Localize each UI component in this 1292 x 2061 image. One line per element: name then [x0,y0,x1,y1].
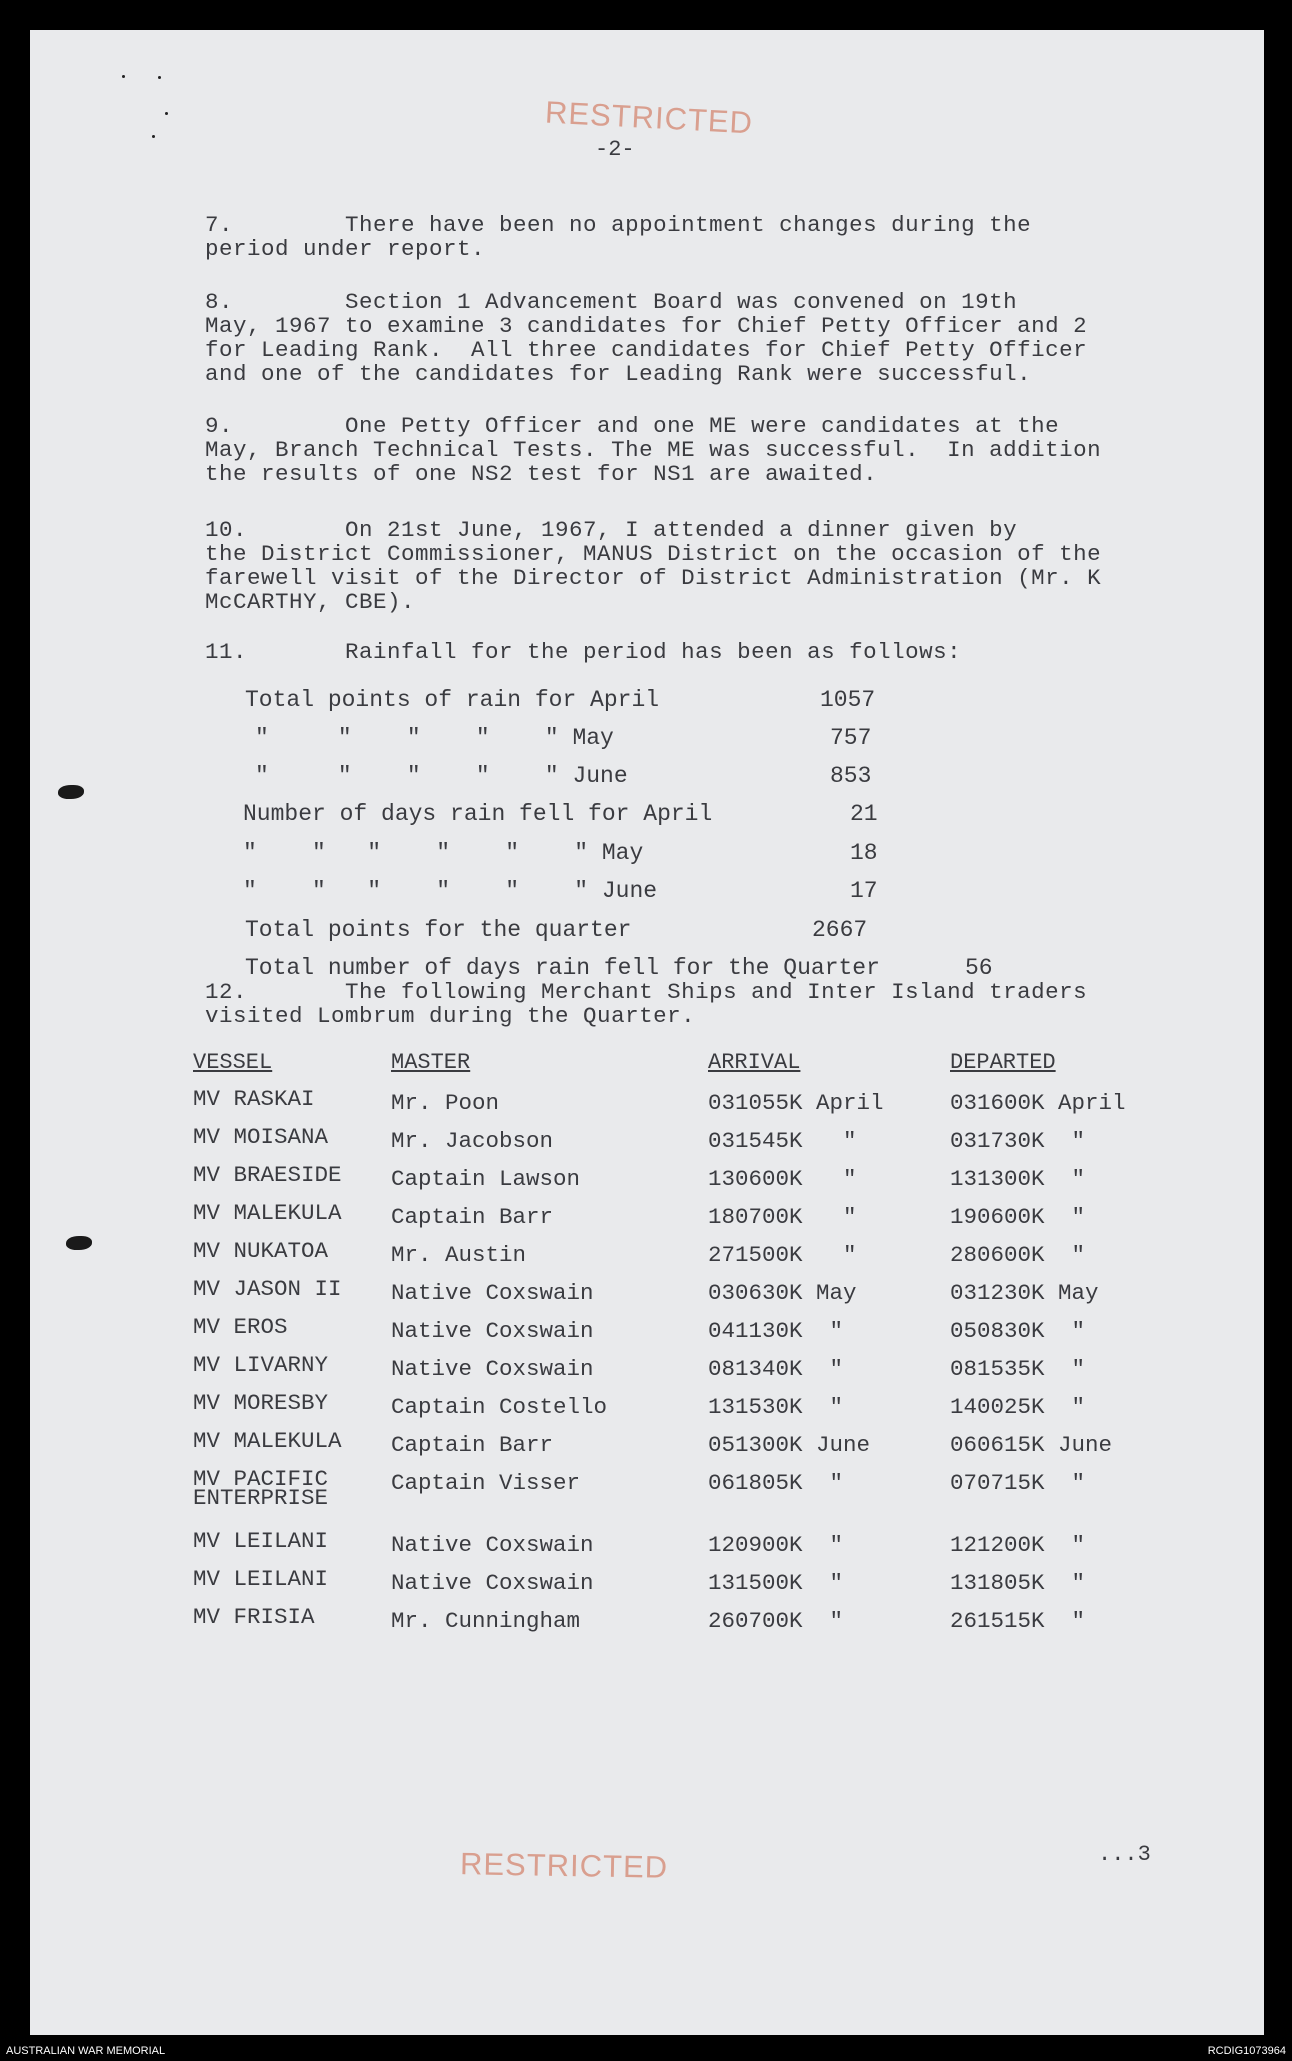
paragraph-7: 7. There have been no appointment changes during the period under report. [205,212,1032,262]
table-row [193,1352,1193,1394]
punch-hole-bottom [66,1236,92,1250]
cell-departed: 031730K " [950,1128,1086,1154]
rainfall-label: Total points of rain for April [245,687,660,713]
cell-vessel: MV JASON II [193,1276,342,1302]
cell-vessel: MV MOISANA [193,1124,329,1150]
header-vessel: VESSEL [193,1050,273,1075]
cell-master: Native Coxswain [391,1280,594,1306]
header-master: MASTER [391,1050,471,1075]
rainfall-value: 2667 [812,917,868,943]
cell-vessel: MV LEILANI [193,1528,329,1554]
header-arrival: ARRIVAL [708,1050,801,1075]
cell-master: Native Coxswain [391,1318,594,1344]
table-row [193,1604,1193,1646]
cell-master: Mr. Poon [391,1090,500,1116]
paragraph-10: 10. On 21st June, 1967, I attended a dinner given by the District Commissioner, MANUS District on the occasion of the farewell visit of the Director of District Administration (Mr. K McCARTHY, CBE). [205,517,1102,615]
rainfall-label: Total points for the quarter [245,917,632,943]
cell-departed: 140025K " [950,1394,1086,1420]
table-row [193,1086,1193,1128]
rainfall-value: 18 [850,840,878,866]
cell-departed: 190600K " [950,1204,1086,1230]
table-row [193,1200,1193,1242]
cell-vessel: MV BRAESIDE [193,1162,342,1188]
cell-vessel: MV LEILANI [193,1566,329,1592]
cell-arrival: 130600K " [708,1166,857,1192]
paper-speck [152,135,155,138]
rainfall-value: 853 [830,763,872,789]
cell-arrival: 031545K " [708,1128,857,1154]
cell-vessel: MV EROS [193,1314,288,1340]
cell-master: Native Coxswain [391,1356,594,1382]
footer-source: AUSTRALIAN WAR MEMORIAL [6,2045,166,2057]
document-page [30,30,1264,2035]
cell-master: Captain Costello [391,1394,608,1420]
table-row [193,1124,1193,1166]
cell-arrival: 131530K " [708,1394,844,1420]
cell-arrival: 120900K " [708,1532,844,1558]
footer-id: RCDIG1073964 [1207,2045,1286,2057]
paragraph-9: 9. One Petty Officer and one ME were candidates at the May, Branch Technical Tests. The ME was successful. In addition the results of one NS2 test for NS1 are awaited. [205,413,1102,487]
cell-vessel: MV PACIFIC ENTERPRISE [193,1466,329,1511]
cell-departed: 031600K April [950,1090,1126,1116]
restricted-stamp-top: RESTRICTED [544,94,754,141]
header-departed: DEPARTED [950,1050,1056,1075]
cell-arrival: 051300K June [708,1432,871,1458]
cell-arrival: 260700K " [708,1608,844,1634]
cell-master: Mr. Cunningham [391,1608,581,1634]
cell-master: Mr. Austin [391,1242,527,1268]
table-row [193,1390,1193,1432]
cell-departed: 081535K " [950,1356,1086,1382]
rainfall-value: 17 [850,878,878,904]
cell-departed: 050830K " [950,1318,1086,1344]
rainfall-value: 21 [850,801,878,827]
paper-speck [122,75,125,78]
cell-arrival: 081340K " [708,1356,844,1382]
rainfall-value: 1057 [820,687,876,713]
restricted-stamp-bottom: RESTRICTED [459,1846,669,1885]
paper-speck [165,112,168,115]
table-row [193,1428,1193,1470]
table-row [193,1566,1193,1608]
cell-vessel: MV MALEKULA [193,1200,342,1226]
cell-departed: 121200K " [950,1532,1086,1558]
table-row [193,1314,1193,1356]
table-row [193,1162,1193,1204]
cell-vessel: MV NUKATOA [193,1238,329,1264]
cell-vessel: MV MALEKULA [193,1428,342,1454]
cell-master: Mr. Jacobson [391,1128,554,1154]
cell-master: Captain Visser [391,1470,581,1496]
rainfall-label: " " " " " " June [243,878,658,904]
paragraph-8: 8. Section 1 Advancement Board was convened on 19th May, 1967 to examine 3 candidates for Chief Petty Officer and 2 for Leading Rank. All three candidates for Chief Petty Officer and one of the candidates for Leading Rank were successful. [205,289,1088,387]
cell-vessel: MV RASKAI [193,1086,315,1112]
page-number: -2- [595,137,635,162]
paper-speck [158,76,161,79]
cell-master: Captain Barr [391,1204,554,1230]
paragraph-12: 12. The following Merchant Ships and Inter Island traders visited Lombrum during the Quarter. [205,979,1088,1029]
rainfall-label: " " " " " May [255,725,614,751]
cell-departed: 060615K June [950,1432,1113,1458]
rainfall-label: Number of days rain fell for April [243,801,713,827]
rainfall-label: " " " " " " May [243,840,644,866]
cell-departed: 031230K May [950,1280,1099,1306]
cell-departed: 131805K " [950,1570,1086,1596]
cell-arrival: 180700K " [708,1204,857,1230]
punch-hole-top [58,785,84,799]
cell-arrival: 131500K " [708,1570,844,1596]
cell-arrival: 271500K " [708,1242,857,1268]
cell-arrival: 031055K April [708,1090,884,1116]
cell-departed: 280600K " [950,1242,1086,1268]
rainfall-value: 757 [830,725,872,751]
rainfall-label: Total number of days rain fell for the Quarter [245,955,880,981]
table-row [193,1528,1193,1570]
cell-vessel: MV MORESBY [193,1390,329,1416]
cell-departed: 131300K " [950,1166,1086,1192]
continuation-marker: ...3 [1098,1842,1151,1867]
cell-arrival: 061805K " [708,1470,844,1496]
rainfall-label: " " " " " June [255,763,628,789]
table-row [193,1238,1193,1280]
cell-master: Native Coxswain [391,1532,594,1558]
cell-departed: 261515K " [950,1608,1086,1634]
table-row [193,1276,1193,1318]
cell-master: Native Coxswain [391,1570,594,1596]
cell-master: Captain Lawson [391,1166,581,1192]
cell-arrival: 030630K May [708,1280,857,1306]
rainfall-value: 56 [965,955,993,981]
cell-arrival: 041130K " [708,1318,844,1344]
table-row [193,1466,1193,1511]
paragraph-11: 11. Rainfall for the period has been as follows: [205,639,962,665]
cell-vessel: MV FRISIA [193,1604,315,1630]
cell-master: Captain Barr [391,1432,554,1458]
cell-vessel: MV LIVARNY [193,1352,329,1378]
cell-departed: 070715K " [950,1470,1086,1496]
